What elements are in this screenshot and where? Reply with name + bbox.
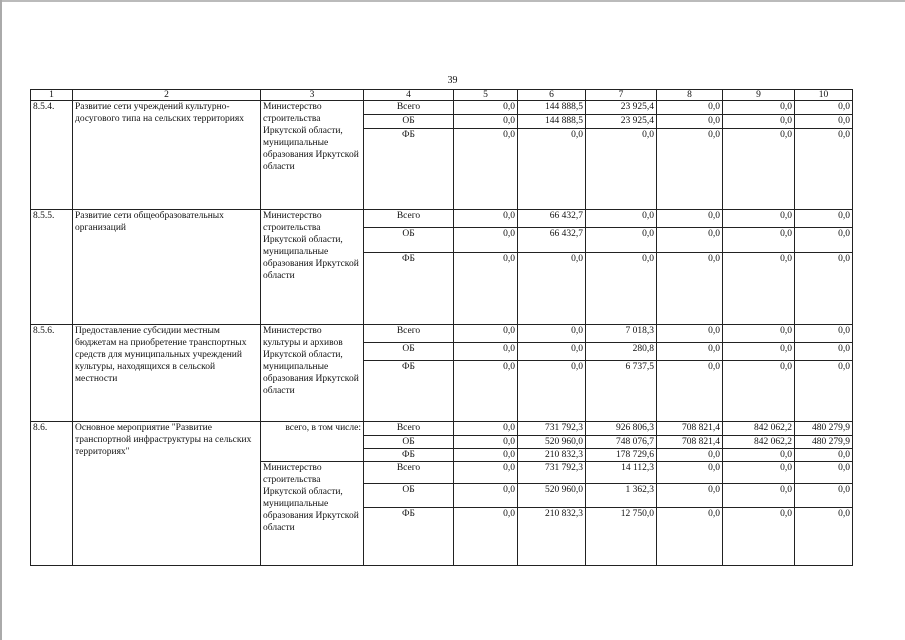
row-id: 8.5.4. bbox=[31, 101, 73, 210]
value-cell: 0,0 bbox=[795, 484, 853, 508]
row-name: Предоставление субсидии местным бюджетам на приобретение транспортных средств для муниципальных учреждений культуры, находящихся в сельской местности bbox=[73, 325, 261, 422]
value-cell: 0,0 bbox=[723, 129, 795, 210]
value-cell: 12 750,0 bbox=[586, 508, 657, 566]
value-cell: 0,0 bbox=[657, 325, 723, 343]
value-cell: 14 112,3 bbox=[586, 462, 657, 484]
value-cell: 66 432,7 bbox=[518, 228, 586, 253]
value-cell: 0,0 bbox=[795, 361, 853, 422]
value-cell: 280,8 bbox=[586, 343, 657, 361]
value-cell: 0,0 bbox=[454, 325, 518, 343]
funding-source: ФБ bbox=[364, 449, 454, 462]
funding-source: Всего bbox=[364, 325, 454, 343]
value-cell: 1 362,3 bbox=[586, 484, 657, 508]
funding-source: ФБ bbox=[364, 508, 454, 566]
funding-source: ФБ bbox=[364, 361, 454, 422]
value-cell: 144 888,5 bbox=[518, 101, 586, 115]
value-cell: 0,0 bbox=[795, 115, 853, 129]
value-cell: 0,0 bbox=[586, 210, 657, 228]
value-cell: 926 806,3 bbox=[586, 422, 657, 436]
value-cell: 0,0 bbox=[657, 343, 723, 361]
value-cell: 0,0 bbox=[723, 210, 795, 228]
value-cell: 23 925,4 bbox=[586, 115, 657, 129]
value-cell: 0,0 bbox=[518, 325, 586, 343]
column-header: 5 bbox=[454, 90, 518, 101]
value-cell: 0,0 bbox=[518, 129, 586, 210]
value-cell: 0,0 bbox=[586, 253, 657, 325]
value-cell: 6 737,5 bbox=[586, 361, 657, 422]
row-id: 8.5.5. bbox=[31, 210, 73, 325]
value-cell: 0,0 bbox=[454, 436, 518, 449]
value-cell: 7 018,3 bbox=[586, 325, 657, 343]
row-executor: Министерство культуры и архивов Иркутской области, муниципальные образования Иркутской области bbox=[261, 325, 364, 422]
value-cell: 0,0 bbox=[723, 343, 795, 361]
value-cell: 0,0 bbox=[454, 361, 518, 422]
column-header: 8 bbox=[657, 90, 723, 101]
value-cell: 0,0 bbox=[723, 449, 795, 462]
funding-source: Всего bbox=[364, 210, 454, 228]
value-cell: 0,0 bbox=[795, 228, 853, 253]
funding-source: ОБ bbox=[364, 484, 454, 508]
value-cell: 0,0 bbox=[454, 210, 518, 228]
table-row bbox=[31, 210, 853, 228]
funding-source: ФБ bbox=[364, 129, 454, 210]
funding-source: ОБ bbox=[364, 115, 454, 129]
value-cell: 0,0 bbox=[454, 462, 518, 484]
value-cell: 480 279,9 bbox=[795, 422, 853, 436]
value-cell: 66 432,7 bbox=[518, 210, 586, 228]
funding-source: Всего bbox=[364, 422, 454, 436]
value-cell: 0,0 bbox=[657, 101, 723, 115]
column-header: 4 bbox=[364, 90, 454, 101]
value-cell: 0,0 bbox=[454, 343, 518, 361]
table-row bbox=[31, 101, 853, 115]
value-cell: 842 062,2 bbox=[723, 436, 795, 449]
row-executor-total: всего, в том числе: bbox=[261, 422, 364, 462]
value-cell: 0,0 bbox=[657, 449, 723, 462]
column-header: 10 bbox=[795, 90, 853, 101]
table-row bbox=[31, 422, 853, 436]
column-header: 6 bbox=[518, 90, 586, 101]
row-id: 8.6. bbox=[31, 422, 73, 566]
row-name: Основное мероприятие "Развитие транспортной инфраструктуры на сельских территориях" bbox=[73, 422, 261, 566]
funding-source: ОБ bbox=[364, 343, 454, 361]
value-cell: 144 888,5 bbox=[518, 115, 586, 129]
value-cell: 0,0 bbox=[454, 101, 518, 115]
row-id: 8.5.6. bbox=[31, 325, 73, 422]
page-number: 39 bbox=[447, 75, 458, 86]
scan-left-edge bbox=[0, 0, 2, 640]
funding-source: Всего bbox=[364, 462, 454, 484]
value-cell: 0,0 bbox=[657, 210, 723, 228]
value-cell: 0,0 bbox=[795, 129, 853, 210]
value-cell: 0,0 bbox=[657, 228, 723, 253]
column-numbers-row bbox=[31, 90, 853, 101]
value-cell: 0,0 bbox=[795, 449, 853, 462]
value-cell: 0,0 bbox=[518, 361, 586, 422]
value-cell: 0,0 bbox=[657, 253, 723, 325]
column-header: 3 bbox=[261, 90, 364, 101]
value-cell: 0,0 bbox=[657, 129, 723, 210]
value-cell: 0,0 bbox=[723, 484, 795, 508]
value-cell: 480 279,9 bbox=[795, 436, 853, 449]
value-cell: 842 062,2 bbox=[723, 422, 795, 436]
column-header: 7 bbox=[586, 90, 657, 101]
value-cell: 0,0 bbox=[657, 484, 723, 508]
scan-top-line bbox=[0, 0, 905, 2]
value-cell: 0,0 bbox=[454, 228, 518, 253]
value-cell: 520 960,0 bbox=[518, 484, 586, 508]
funding-source: ФБ bbox=[364, 253, 454, 325]
value-cell: 0,0 bbox=[795, 508, 853, 566]
value-cell: 748 076,7 bbox=[586, 436, 657, 449]
value-cell: 0,0 bbox=[657, 462, 723, 484]
column-header: 9 bbox=[723, 90, 795, 101]
value-cell: 0,0 bbox=[723, 115, 795, 129]
value-cell: 178 729,6 bbox=[586, 449, 657, 462]
value-cell: 0,0 bbox=[454, 115, 518, 129]
value-cell: 731 792,3 bbox=[518, 422, 586, 436]
value-cell: 0,0 bbox=[723, 101, 795, 115]
value-cell: 0,0 bbox=[454, 484, 518, 508]
value-cell: 0,0 bbox=[795, 462, 853, 484]
column-header: 1 bbox=[31, 90, 73, 101]
value-cell: 0,0 bbox=[518, 343, 586, 361]
row-executor: Министерство строительства Иркутской области, муниципальные образования Иркутской области bbox=[261, 210, 364, 325]
value-cell: 0,0 bbox=[454, 449, 518, 462]
value-cell: 0,0 bbox=[518, 253, 586, 325]
row-executor: Министерство строительства Иркутской области, муниципальные образования Иркутской области bbox=[261, 101, 364, 210]
row-name: Развитие сети учреждений культурно-досугового типа на сельских территориях bbox=[73, 101, 261, 210]
value-cell: 0,0 bbox=[723, 462, 795, 484]
table-row bbox=[31, 325, 853, 343]
value-cell: 0,0 bbox=[586, 129, 657, 210]
value-cell: 210 832,3 bbox=[518, 449, 586, 462]
funding-source: ОБ bbox=[364, 228, 454, 253]
value-cell: 0,0 bbox=[454, 253, 518, 325]
value-cell: 0,0 bbox=[586, 228, 657, 253]
value-cell: 731 792,3 bbox=[518, 462, 586, 484]
value-cell: 0,0 bbox=[795, 325, 853, 343]
value-cell: 0,0 bbox=[723, 508, 795, 566]
value-cell: 0,0 bbox=[454, 129, 518, 210]
value-cell: 708 821,4 bbox=[657, 436, 723, 449]
program-table bbox=[30, 89, 853, 566]
value-cell: 520 960,0 bbox=[518, 436, 586, 449]
value-cell: 0,0 bbox=[795, 343, 853, 361]
value-cell: 23 925,4 bbox=[586, 101, 657, 115]
value-cell: 0,0 bbox=[657, 115, 723, 129]
value-cell: 0,0 bbox=[657, 361, 723, 422]
value-cell: 0,0 bbox=[723, 253, 795, 325]
row-name: Развитие сети общеобразовательных организаций bbox=[73, 210, 261, 325]
value-cell: 708 821,4 bbox=[657, 422, 723, 436]
value-cell: 0,0 bbox=[723, 228, 795, 253]
value-cell: 0,0 bbox=[795, 253, 853, 325]
value-cell: 0,0 bbox=[657, 508, 723, 566]
row-executor: Министерство строительства Иркутской области, муниципальные образования Иркутской области bbox=[261, 462, 364, 566]
value-cell: 0,0 bbox=[795, 210, 853, 228]
value-cell: 0,0 bbox=[454, 508, 518, 566]
value-cell: 0,0 bbox=[723, 361, 795, 422]
funding-source: Всего bbox=[364, 101, 454, 115]
value-cell: 0,0 bbox=[454, 422, 518, 436]
funding-source: ОБ bbox=[364, 436, 454, 449]
value-cell: 210 832,3 bbox=[518, 508, 586, 566]
value-cell: 0,0 bbox=[795, 101, 853, 115]
value-cell: 0,0 bbox=[723, 325, 795, 343]
column-header: 2 bbox=[73, 90, 261, 101]
